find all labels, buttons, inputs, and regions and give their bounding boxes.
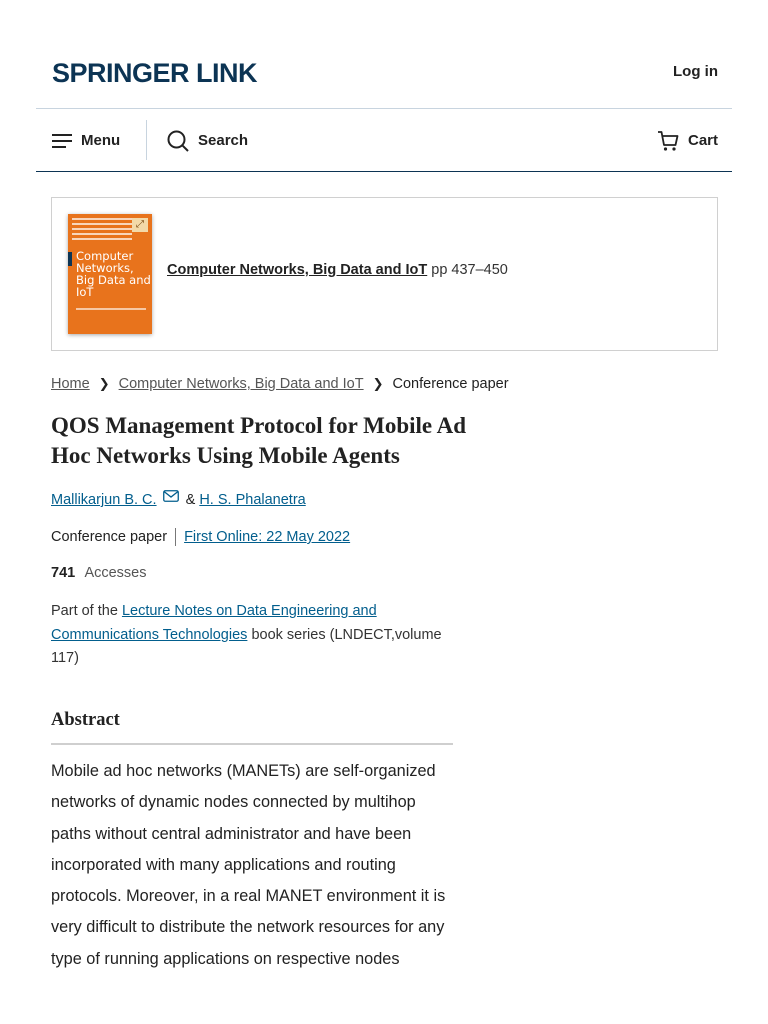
logo-link: LINK (196, 58, 258, 88)
expand-icon: ⤢ (132, 218, 148, 232)
menu-button[interactable] (52, 110, 120, 171)
book-cover[interactable] (68, 214, 152, 334)
first-online-link[interactable]: First Online: 22 May 2022 (184, 529, 351, 545)
cover-title: Computer Networks, Big Data and IoT (76, 249, 151, 299)
book-pages: pp 437–450 (431, 262, 508, 278)
cart-button[interactable] (657, 110, 718, 171)
email-icon[interactable] (163, 490, 179, 502)
book-card (51, 197, 718, 351)
publication-meta (51, 528, 350, 546)
header-divider (36, 108, 732, 109)
search-button[interactable] (167, 110, 248, 171)
author-list (51, 490, 306, 508)
author-link[interactable]: Mallikarjun B. C. (51, 492, 157, 508)
breadcrumb-home[interactable]: Home (51, 376, 90, 392)
author-separator: & (185, 492, 196, 508)
book-info (167, 262, 508, 278)
access-metrics (51, 565, 147, 581)
book-title-link[interactable]: Computer Networks, Big Data and IoT (167, 262, 428, 278)
menu-label: Menu (81, 132, 121, 149)
abstract-text: Mobile ad hoc networks (MANETs) are self-organized networks of dynamic nodes connected by multihop paths without central administrator and have been incorporated with many applications and routing protocols. Moreover, in a real MANET environment it is very difficult to distribute the network resources for any type of running applications on respective nodes (51, 762, 446, 968)
logo-springer: SPRINGER (52, 58, 190, 88)
search-icon (167, 130, 189, 152)
accesses-count: 741 (51, 565, 76, 581)
cover-accent-bar (68, 252, 72, 266)
series-link[interactable]: Lecture Notes on Data Engineering and Communications Technologies (51, 603, 377, 643)
page-title: QOS Management Protocol for Mobile Ad Hoc Networks Using Mobile Agents (51, 413, 467, 468)
series-suffix: book series (LNDECT,volume 117) (51, 626, 442, 666)
cover-header-lines (72, 218, 132, 244)
abstract-heading: Abstract (51, 710, 120, 730)
breadcrumb-current: Conference paper (392, 376, 509, 392)
accesses-label: Accesses (84, 565, 147, 581)
nav-separator (146, 120, 147, 160)
cover-subtitle-line (76, 308, 146, 310)
cart-label: Cart (687, 132, 718, 149)
abstract-divider (51, 743, 453, 745)
search-label: Search (198, 132, 249, 149)
series-prefix: Part of the (51, 603, 118, 619)
springer-link-logo[interactable] (52, 58, 257, 89)
meta-divider (175, 528, 176, 546)
hamburger-icon (52, 133, 72, 149)
content-type: Conference paper (51, 529, 168, 545)
login-link[interactable]: Log in (673, 63, 718, 80)
author-link[interactable]: H. S. Phalanetra (199, 492, 306, 508)
breadcrumb-book[interactable]: Computer Networks, Big Data and IoT (118, 376, 364, 392)
chevron-right-icon: ❯ (372, 376, 384, 391)
cart-icon (657, 130, 679, 152)
chevron-right-icon: ❯ (98, 376, 110, 391)
main-nav (36, 110, 732, 172)
book-series (51, 600, 461, 671)
breadcrumb (51, 376, 509, 392)
